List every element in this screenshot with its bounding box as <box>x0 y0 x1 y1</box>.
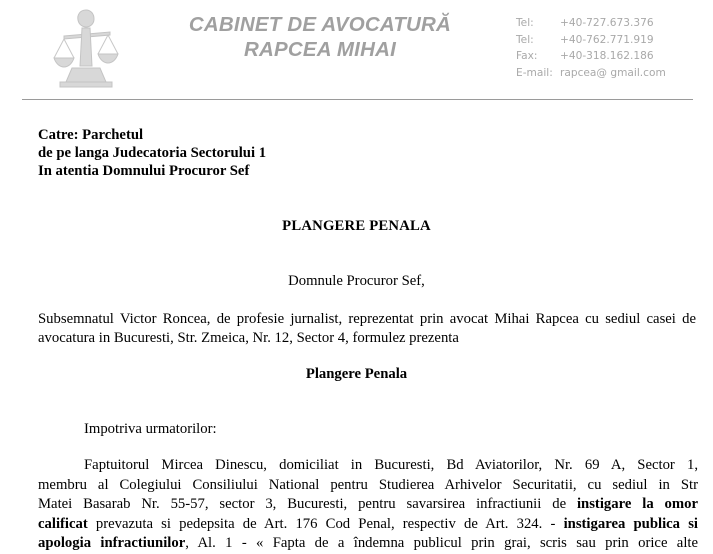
bold-run: instigarea publica si <box>563 515 698 532</box>
salutation: Domnule Procuror Sef, <box>288 273 425 289</box>
contact-row <box>516 48 706 65</box>
paragraph-line: Faptuitorul Mircea Dinescu, domiciliat in Bucuresti, Bd Aviatorilor, Nr. 69 A, Sector 1, <box>84 457 698 473</box>
contact-row <box>516 65 706 82</box>
paragraph-line: membru al Colegiului Consiliului National pentru Studierea Arhivelor Securitatii, cu sediul in Str <box>38 476 698 493</box>
text-run: Matei Basarab Nr. 55-57, sector 3, Bucuresti, pentru savarsirea infractiunii de <box>38 496 577 512</box>
against-heading: Impotriva urmatorilor: <box>84 421 217 437</box>
contact-label: Tel: <box>516 17 534 29</box>
bold-run: apologia infractiunilor <box>38 535 186 551</box>
contact-value: rapcea@ gmail.com <box>560 66 666 79</box>
addressee-block <box>38 126 266 180</box>
intro-paragraph: Subsemnatul Victor Roncea, de profesie jurnalist, reprezentat prin avocat Mihai Rapcea cu sediul casei de avocatura in Bucuresti, Str. Zmeica, Nr. 12, Sector 4, formulez prezenta <box>38 311 696 346</box>
bold-run: instigare la omor <box>576 496 698 512</box>
contact-block <box>516 15 706 81</box>
paragraph-line <box>38 515 698 535</box>
bold-run: calificat <box>38 515 88 532</box>
document-title: PLANGERE PENALA <box>282 218 431 234</box>
paragraph-line <box>38 534 698 554</box>
addressee-line: de pe langa Judecatoria Sectorului 1 <box>38 145 267 161</box>
contact-value: +40-762.771.919 <box>560 33 654 46</box>
contact-value: +40-727.673.376 <box>560 17 654 29</box>
document-subtitle: Plangere Penala <box>305 366 408 382</box>
addressee-line: Catre: Parchetul <box>38 127 144 143</box>
firm-name-line2: RAPCEA MIHAI <box>244 38 396 61</box>
contact-label: Tel: <box>516 33 534 46</box>
text-run: prevazuta si pedepsita de Art. 176 Cod Penal, respectiv de Art. 324. - <box>87 515 564 532</box>
firm-name <box>150 12 490 62</box>
contact-value: +40-318.162.186 <box>560 50 654 63</box>
contact-label: Fax: <box>516 50 538 63</box>
addressee-line: In atentia Domnului Procuror Sef <box>38 163 250 179</box>
letterhead <box>0 0 713 100</box>
header-divider <box>22 99 693 100</box>
firm-name-line1: CABINET DE AVOCATURĂ <box>188 13 452 36</box>
contact-row <box>516 15 706 32</box>
text-run: , Al. 1 - « Fapta de a îndemna publicul prin grai, scris sau prin orice alte <box>185 535 699 551</box>
contact-row <box>516 32 706 49</box>
body-paragraph <box>38 456 698 554</box>
scales-of-justice-icon <box>50 6 122 88</box>
paragraph-line <box>38 495 698 515</box>
contact-label: E-mail: <box>516 66 553 79</box>
